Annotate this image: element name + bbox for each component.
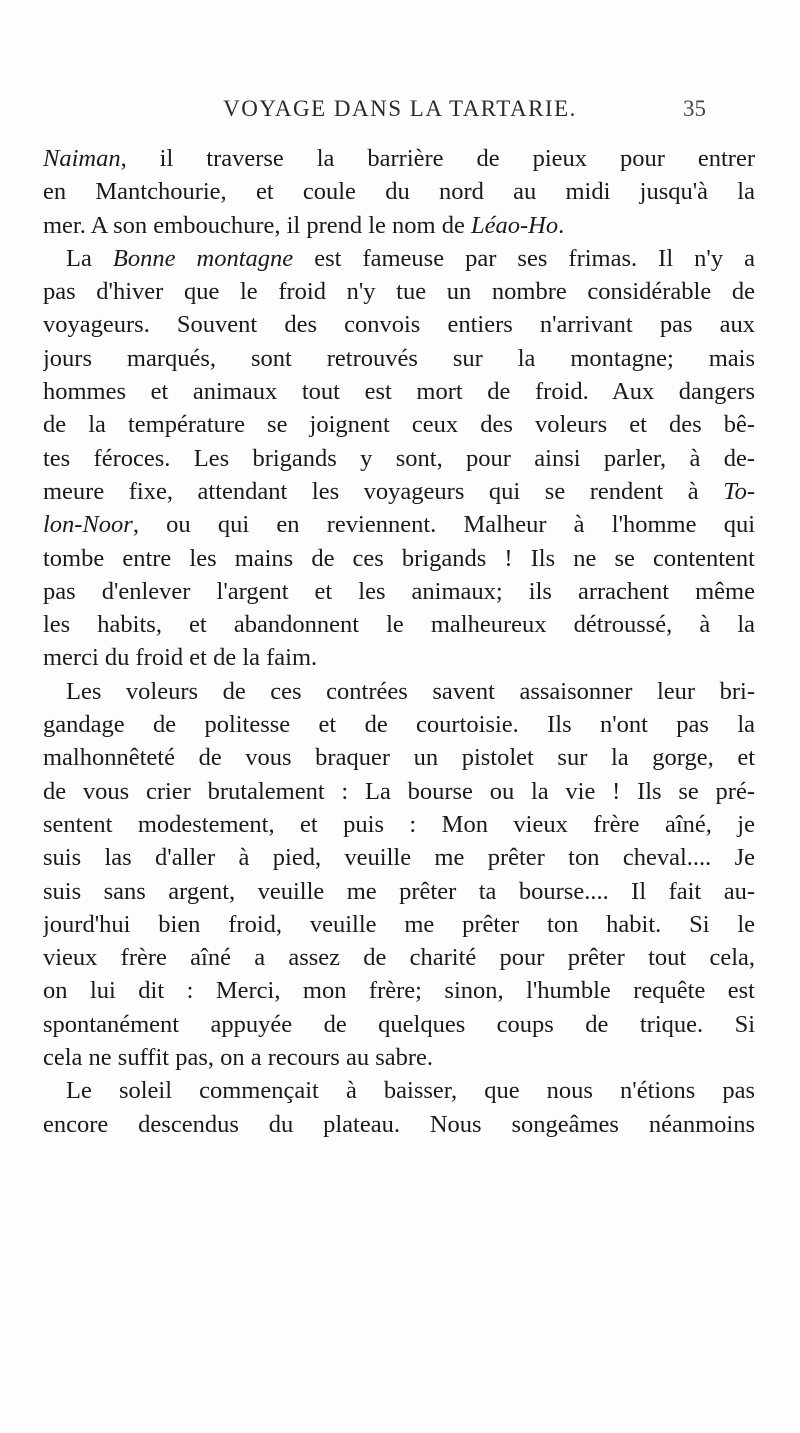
text-run: pas d'enlever l'argent et les animaux; ils arrachent même — [43, 577, 755, 605]
italic-run: lon-Noor — [43, 511, 133, 539]
text-line — [43, 242, 755, 275]
text-run: jourd'hui bien froid, veuille me prêter ton habit. Si le — [43, 910, 755, 938]
running-head-title: VOYAGE DANS LA TARTARIE. — [223, 96, 577, 121]
text-run: . — [558, 211, 565, 239]
running-head — [0, 96, 800, 126]
text-line — [43, 908, 755, 941]
text-run: malhonnêteté de vous braquer un pistolet sur la gorge, et — [43, 744, 755, 772]
text-line — [43, 508, 755, 541]
text-run: les habits, et abandonnent le malheureux détroussé, à la — [43, 611, 755, 639]
italic-run: Léao-Ho — [470, 211, 559, 239]
text-line — [43, 808, 755, 841]
text-run: est fameuse par ses frimas. Il n'y a — [293, 244, 755, 272]
text-run: voyageurs. Souvent des convois entiers n'arrivant pas aux — [43, 311, 755, 339]
text-line — [43, 608, 755, 641]
text-line — [43, 1041, 755, 1074]
text-line — [43, 475, 755, 508]
text-run: en Mantchourie, et coule du nord au midi jusqu'à la — [43, 178, 755, 206]
text-run: tes féroces. Les brigands y sont, pour ainsi parler, à de- — [43, 444, 755, 472]
text-line — [43, 641, 755, 674]
text-line — [43, 142, 755, 175]
text-line — [43, 741, 755, 774]
text-line — [43, 542, 755, 575]
text-run: jours marqués, sont retrouvés sur la montagne; mais — [43, 344, 755, 372]
text-run: suis las d'aller à pied, veuille me prêter ton cheval.... Je — [43, 844, 755, 872]
text-run: gandage de politesse et de courtoisie. Ils n'ont pas la — [43, 711, 755, 739]
text-run: de la température se joignent ceux des voleurs et des bê- — [43, 411, 755, 439]
text-line — [43, 209, 755, 242]
text-line — [43, 1108, 755, 1141]
text-run: tombe entre les mains de ces brigands ! Ils ne se contentent — [43, 544, 755, 572]
text-line — [43, 342, 755, 375]
text-run: pas d'hiver que le froid n'y tue un nombre considérable de — [43, 278, 755, 306]
text-line — [43, 974, 755, 1007]
text-line — [43, 442, 755, 475]
text-line — [43, 841, 755, 874]
text-run: vieux frère aîné a assez de charité pour prêter tout cela, — [43, 944, 755, 972]
page-number: 35 — [683, 96, 706, 121]
text-line — [43, 875, 755, 908]
text-run: , ou qui en reviennent. Malheur à l'homme qui — [132, 511, 755, 539]
text-line — [43, 1008, 755, 1041]
text-line — [43, 275, 755, 308]
text-line — [43, 308, 755, 341]
text-line — [43, 675, 755, 708]
text-line — [43, 408, 755, 441]
text-line — [43, 941, 755, 974]
text-line — [43, 708, 755, 741]
text-run: Le soleil commençait à baisser, que nous n'étions pas — [66, 1077, 755, 1105]
text-line — [43, 175, 755, 208]
text-run: on lui dit : Merci, mon frère; sinon, l'humble requête est — [43, 977, 755, 1005]
text-run: merci du froid et de la faim. — [43, 644, 318, 672]
text-run: hommes et animaux tout est mort de froid. Aux dangers — [43, 378, 755, 406]
text-run: sentent modestement, et puis : Mon vieux frère aîné, je — [43, 810, 755, 838]
text-run: encore descendus du plateau. Nous songeâmes néanmoins — [43, 1110, 755, 1138]
text-run: mer. A son embouchure, il prend le nom de — [43, 211, 471, 239]
text-run: suis sans argent, veuille me prêter ta bourse.... Il fait au- — [43, 877, 755, 905]
text-run: meure fixe, attendant les voyageurs qui se rendent à — [43, 477, 724, 505]
text-run: de vous crier brutalement : La bourse ou la vie ! Ils se pré- — [43, 777, 755, 805]
text-line — [43, 575, 755, 608]
text-run: La — [66, 244, 113, 272]
text-run: Les voleurs de ces contrées savent assaisonner leur bri- — [66, 677, 755, 705]
text-run: cela ne suffit pas, on a recours au sabre. — [43, 1044, 434, 1072]
body-text — [43, 142, 755, 1141]
italic-run: To- — [723, 477, 755, 505]
italic-run: Naiman — [43, 145, 121, 172]
text-line — [43, 1074, 755, 1107]
text-line — [43, 375, 755, 408]
text-run: spontanément appuyée de quelques coups de trique. Si — [43, 1010, 755, 1038]
italic-run: Bonne montagne — [112, 244, 294, 272]
text-line — [43, 775, 755, 808]
text-run: , il traverse la barrière de pieux pour entrer — [120, 145, 755, 172]
